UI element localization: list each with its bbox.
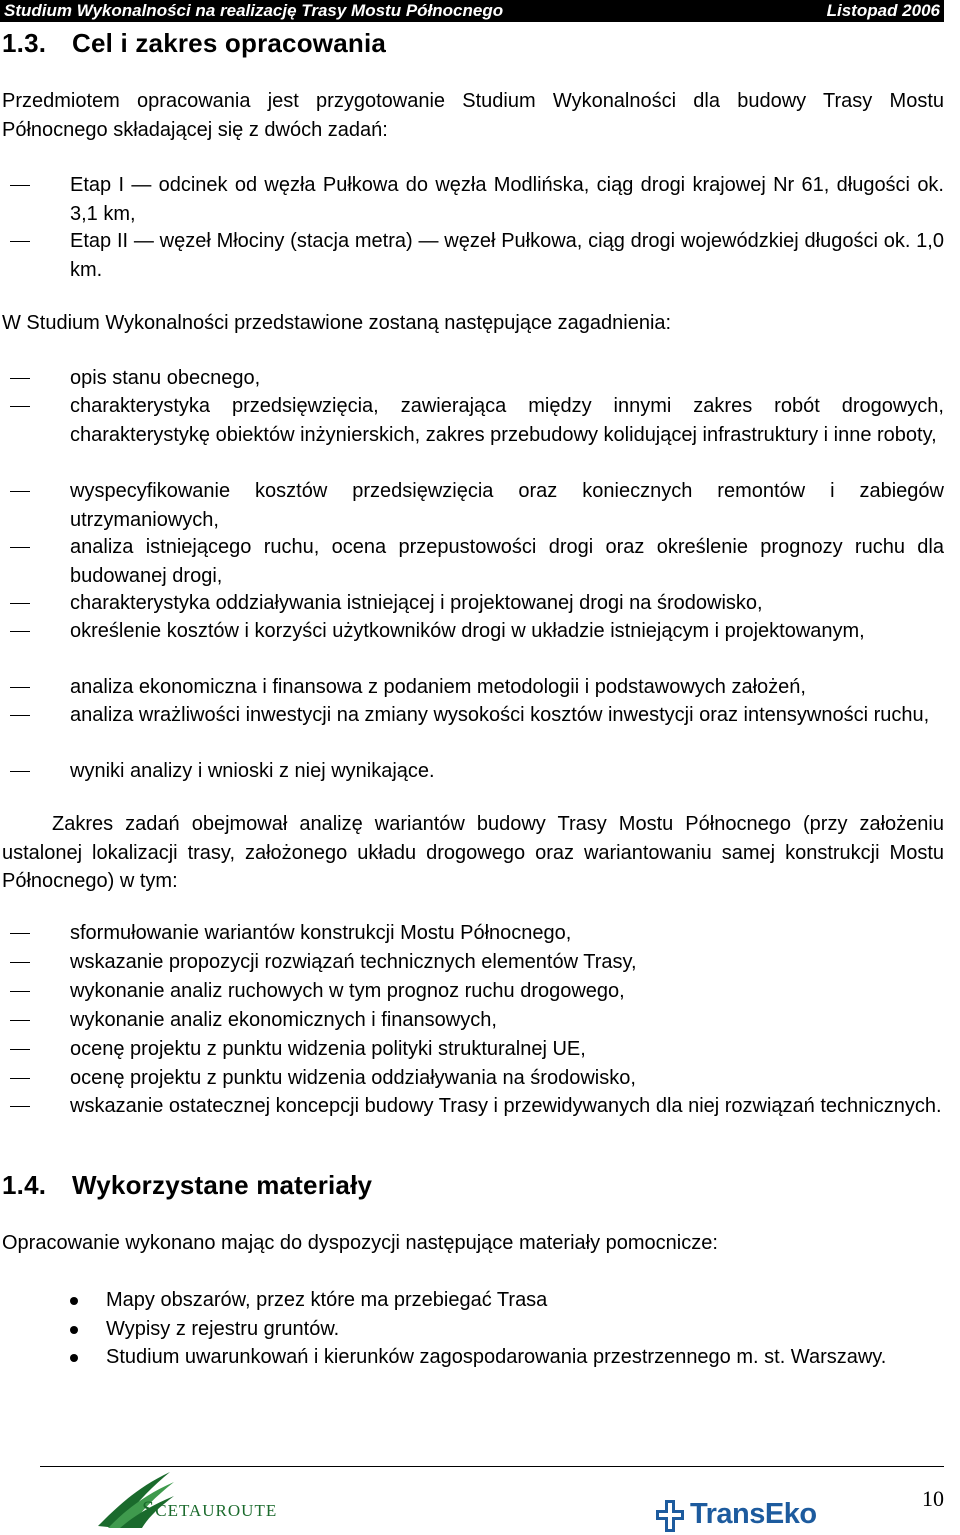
dash-marker [10,378,30,379]
list-item-text: charakterystyka przedsięwzięcia, zawierająca między innymi zakres robót drogowych, charakterystykę obiektów inżynierskich, zakres przebudowy kolidującej infrastruktury i inne roboty, [70,395,944,446]
dash-marker [10,991,30,992]
dash-marker [10,491,30,492]
list-item-text: określenie kosztów i korzyści użytkowników drogi w układzie istniejącym i projektowanym, [70,620,865,642]
list-item-text: Wypisy z rejestru gruntów. [106,1318,340,1340]
dash-marker [10,185,30,186]
section-title: Cel i zakres opracowania [72,28,387,58]
section-heading [2,28,386,59]
list-item-text: wykonanie analiz ruchowych w tym prognoz ruchu drogowego, [70,980,625,1002]
list-item-text: analiza istniejącego ruchu, ocena przepustowości drogi oraz określenie prognozy ruchu dla budowanej drogi, [70,536,944,587]
dash-marker [10,933,30,934]
dash-marker [10,687,30,688]
list-item-text: ocenę projektu z punktu widzenia polityki strukturalnej UE, [70,1038,586,1060]
dash-marker [10,715,30,716]
transeko-logo [656,1498,846,1532]
section-number: 1.3. [2,28,47,58]
header-date: Listopad 2006 [826,1,940,20]
bullet-marker [70,1354,78,1362]
transeko-wordmark: TransEko [690,1498,817,1530]
dash-marker [10,547,30,548]
page-number: 10 [922,1486,944,1511]
scetauroute-wordmark: SCETAUROUTE [142,1496,278,1521]
dash-marker [10,406,30,407]
transeko-emblem-icon [656,1500,686,1532]
running-header [0,0,944,22]
list-item-text: analiza ekonomiczna i finansowa z podaniem metodologii i podstawowych założeń, [70,676,806,698]
list-item-text: ocenę projektu z punktu widzenia oddziaływania na środowisko, [70,1067,636,1089]
list-item-text: Etap I — odcinek od węzła Pułkowa do węzła Modlińska, ciąg drogi krajowej Nr 61, długości ok. 3,1 km, [70,174,944,225]
list-item-text: wyniki analizy i wnioski z niej wynikające. [70,760,435,782]
list-item-text: Etap II — węzeł Młociny (stacja metra) — węzeł Pułkowa, ciąg drogi wojewódzkiej długości ok. 1,0 km. [70,230,944,281]
scope-paragraph: Zakres zadań obejmował analizę wariantów budowy Trasy Mostu Północnego (przy założeniu ustalonej lokalizacji trasy, założonego układu drogowego oraz wariantowaniu samej konstrukcji Mostu Północnego) w tym: [2,813,944,892]
materials-intro: Opracowanie wykonano mając do dyspozycji następujące materiały pomocnicze: [2,1232,718,1254]
section-number: 1.4. [2,1170,47,1200]
dash-marker [10,1049,30,1050]
dash-marker [10,1078,30,1079]
list-item-text: charakterystyka oddziaływania istniejącej i projektowanej drogi na środowisko, [70,592,763,614]
list-item-text: wskazanie propozycji rozwiązań technicznych elementów Trasy, [70,951,637,973]
dash-marker [10,1020,30,1021]
issues-intro: W Studium Wykonalności przedstawione zostaną następujące zagadnienia: [2,312,672,334]
bullet-marker [70,1297,78,1305]
intro-paragraph: Przedmiotem opracowania jest przygotowanie Studium Wykonalności dla budowy Trasy Mostu Północnego składającej się z dwóch zadań: [2,90,944,141]
dash-marker [10,631,30,632]
list-item-text: Studium uwarunkowań i kierunków zagospodarowania przestrzennego m. st. Warszawy. [106,1346,887,1368]
dash-marker [10,1106,30,1107]
bullet-marker [70,1326,78,1334]
section-title: Wykorzystane materiały [72,1170,373,1200]
dash-marker [10,962,30,963]
dash-marker [10,603,30,604]
section-heading [2,1170,372,1201]
footer-rule [40,1466,944,1467]
list-item-text: wskazanie ostatecznej koncepcji budowy Trasy i przewidywanych dla niej rozwiązań technicznych. [70,1095,942,1117]
list-item-text: wyspecyfikowanie kosztów przedsięwzięcia oraz koniecznych remontów i zabiegów utrzymaniowych, [70,480,944,531]
list-item-text: Mapy obszarów, przez które ma przebiegać Trasa [106,1289,548,1311]
header-title: Studium Wykonalności na realizację Trasy Mostu Północnego [4,1,504,20]
dash-marker [10,771,30,772]
list-item-text: sformułowanie wariantów konstrukcji Mostu Północnego, [70,922,572,944]
dash-marker [10,241,30,242]
scetauroute-logo [96,1468,346,1530]
list-item-text: analiza wrażliwości inwestycji na zmiany wysokości kosztów inwestycji oraz intensywności ruchu, [70,704,930,726]
list-item-text: opis stanu obecnego, [70,367,261,389]
list-item-text: wykonanie analiz ekonomicznych i finansowych, [70,1009,497,1031]
